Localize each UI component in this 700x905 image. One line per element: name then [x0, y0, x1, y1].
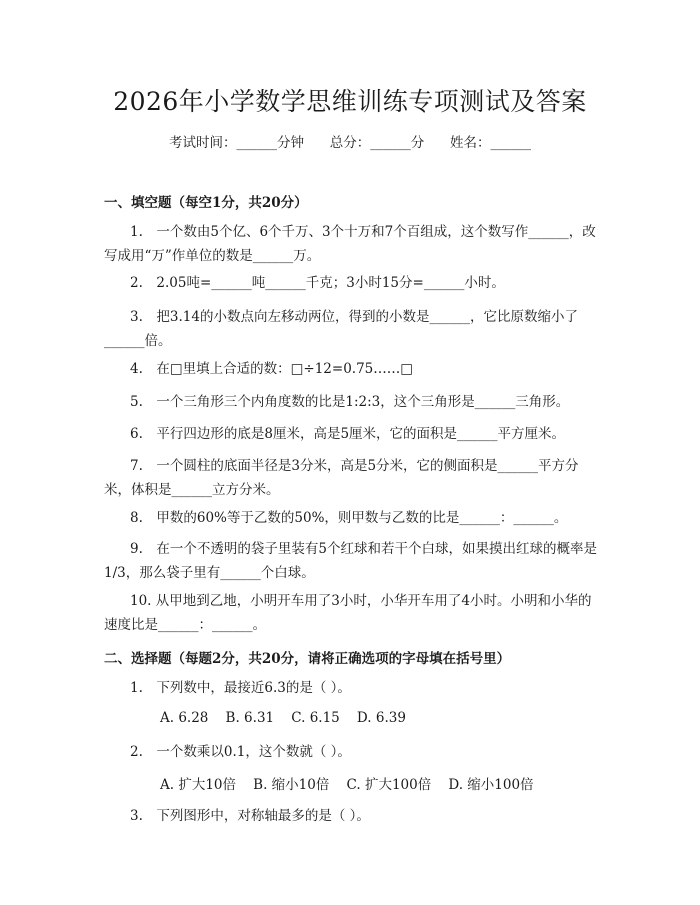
section-heading-multiple-choice: 二、选择题（每题2分，共20分，请将正确选项的字母填在括号里） [104, 651, 511, 667]
fill-question-10: 10. 从甲地到乙地，小明开车用了3小时，小华开车用了4小时。小明和小华的速度比是______：______。 [104, 593, 592, 633]
fill-question-5: 5. 一个三角形三个内角度数的比是1:2:3，这个三角形是______三角形。 [130, 394, 570, 410]
exam-meta-line: 考试时间：______分钟 总分：______分 姓名：______ [169, 135, 531, 151]
page-title: 2026年小学数学思维训练专项测试及答案 [113, 87, 587, 116]
fill-question-8: 8. 甲数的60%等于乙数的50%，则甲数与乙数的比是______：______。 [130, 510, 568, 526]
choice-question-2: 2. 一个数乘以0.1，这个数就（ ）。 [130, 744, 351, 760]
fill-question-4: 4. 在□里填上合适的数：□÷12=0.75……□ [130, 361, 414, 377]
fill-question-3: 3. 把3.14的小数点向左移动两位，得到的小数是______，它比原数缩小了______倍。 [104, 309, 578, 349]
choice-options-2: A. 扩大10倍 B. 缩小10倍 C. 扩大100倍 D. 缩小100倍 [160, 777, 534, 793]
fill-question-2: 2. 2.05吨=______吨______千克；3小时15分=______小时。 [130, 275, 505, 291]
fill-question-1: 1. 一个数由5个亿、6个千万、3个十万和7个百组成，这个数写作______，改写成用“万”作单位的数是______万。 [104, 224, 596, 264]
choice-question-3: 3. 下列图形中，对称轴最多的是（ ）。 [130, 808, 370, 824]
fill-question-7: 7. 一个圆柱的底面半径是3分米，高是5分米，它的侧面积是______平方分米，体积是______立方分米。 [104, 458, 579, 498]
section-heading-fill-in: 一、填空题（每空1分，共20分） [104, 195, 308, 211]
choice-question-1: 1. 下列数中，最接近6.3的是（ ）。 [130, 680, 351, 696]
choice-options-1: A. 6.28 B. 6.31 C. 6.15 D. 6.39 [160, 710, 406, 726]
fill-question-9: 9. 在一个不透明的袋子里装有5个红球和若干个白球，如果摸出红球的概率是1/3，那么袋子里有______个白球。 [104, 541, 597, 581]
fill-question-6: 6. 平行四边形的底是8厘米，高是5厘米，它的面积是______平方厘米。 [130, 426, 566, 442]
